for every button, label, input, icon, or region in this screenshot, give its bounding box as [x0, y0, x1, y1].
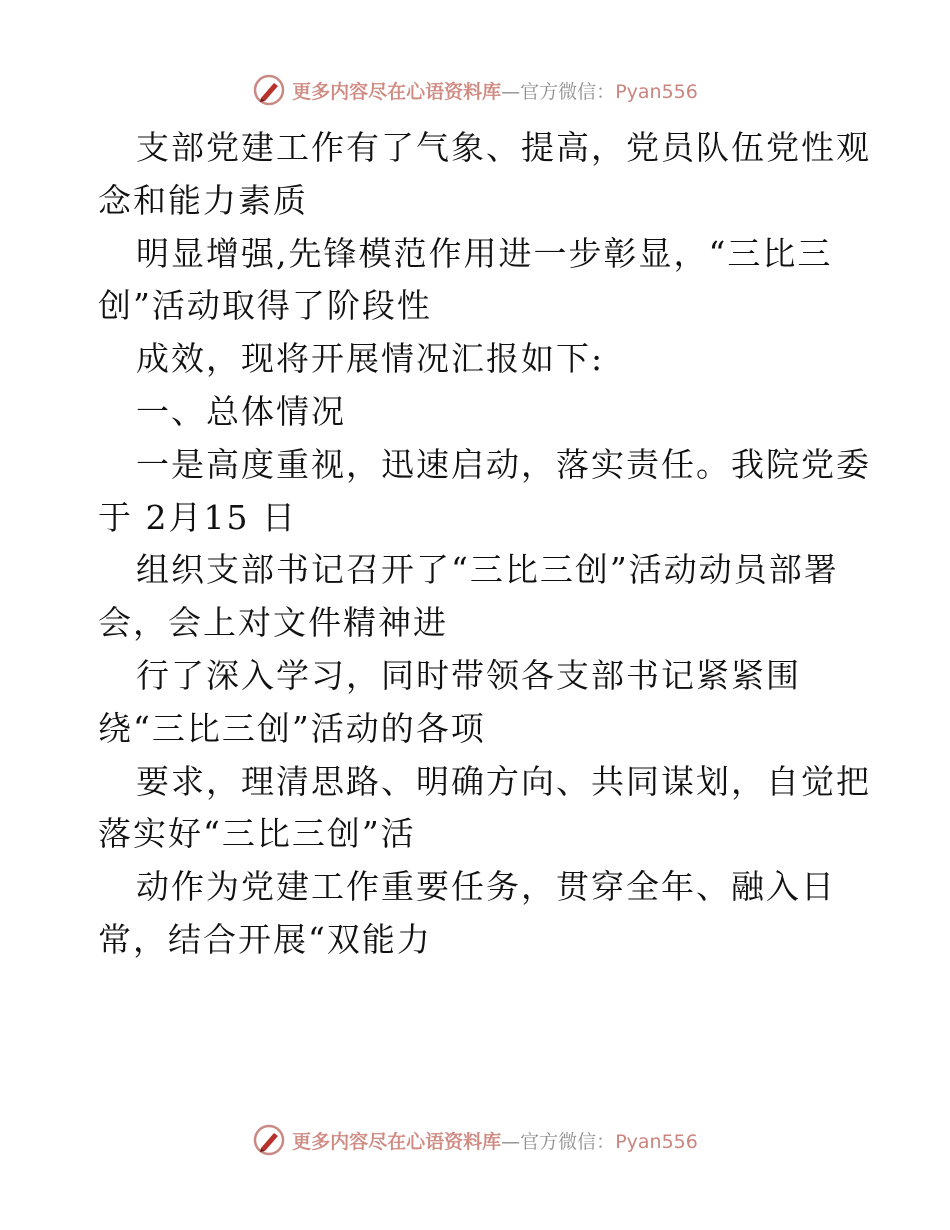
watermark-main: 更多内容尽在心语资料库 — [292, 1130, 502, 1153]
watermark-separator: — — [501, 80, 521, 103]
text-line: 要求，理清思路、明确方向、共同谋划，自觉把 — [136, 761, 871, 801]
watermark-id: Pyan556 — [615, 1130, 698, 1153]
text-line: 创”活动取得了阶段性 — [98, 286, 432, 326]
text-line: 一是高度重视，迅速启动，落实责任。我院党委 — [136, 444, 871, 484]
watermark-label: 官方微信： — [520, 80, 616, 103]
watermark-id: Pyan556 — [615, 80, 698, 103]
text-line: 常，结合开展“双能力 — [98, 919, 432, 959]
text-line: 绕“三比三创”活动的各项 — [98, 708, 486, 748]
watermark-text — [292, 77, 698, 104]
watermark-separator: — — [501, 1130, 521, 1153]
text-line: 念和能力素质 — [98, 180, 308, 220]
text-line: 支部党建工作有了气象、提高，党员队伍党性观 — [136, 128, 871, 167]
watermark-main: 更多内容尽在心语资料库 — [292, 80, 502, 103]
text-line: 于 2月15 日 — [98, 497, 297, 537]
text-line: 会，会上对文件精神进 — [98, 603, 448, 643]
text-line: 动作为党建工作重要任务，贯穿全年、融入日 — [136, 867, 836, 907]
document-body — [98, 122, 871, 967]
header-watermark — [0, 70, 950, 110]
text-line: 成效，现将开展情况汇报如下: — [136, 339, 605, 379]
pen-logo-icon — [252, 1123, 286, 1157]
watermark-label: 官方微信： — [520, 1130, 616, 1153]
text-line: 行了深入学习，同时带领各支部书记紧紧围 — [136, 655, 801, 695]
footer-watermark — [0, 1120, 950, 1160]
text-line: 组织支部书记召开了“三比三创”活动动员部署 — [136, 550, 839, 590]
section-heading: 一、总体情况 — [136, 391, 346, 431]
watermark-text — [292, 1127, 698, 1154]
text-line: 明显增强,先锋模范作用进一步彰显，“三比三 — [136, 233, 833, 273]
pen-logo-icon — [252, 73, 286, 107]
text-line: 落实好“三比三创”活 — [98, 814, 416, 854]
